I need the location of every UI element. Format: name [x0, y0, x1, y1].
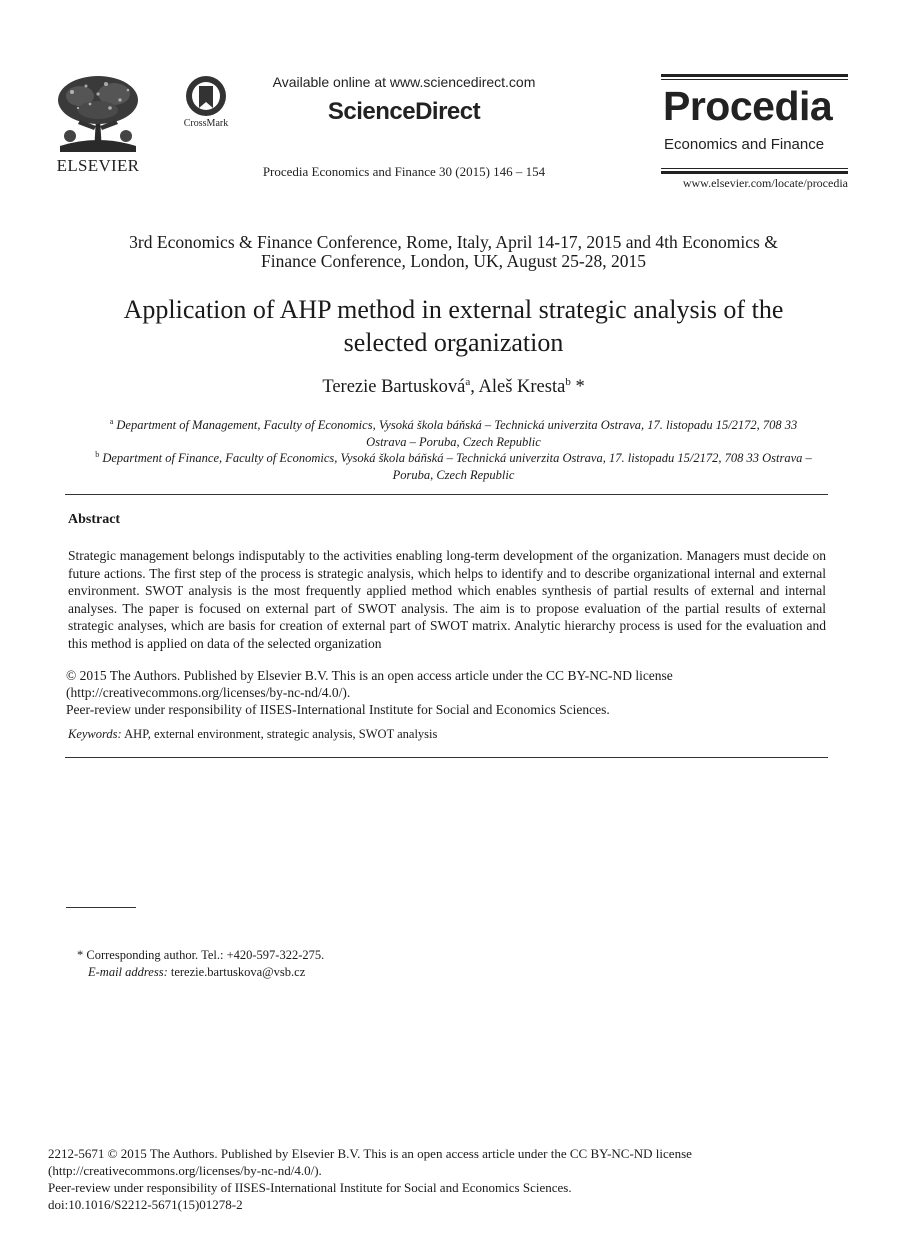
author-2-name: Aleš Kresta	[478, 377, 566, 398]
abstract-bottom-rule	[65, 757, 828, 758]
email-label: E-mail address:	[88, 965, 168, 979]
email-address[interactable]: terezie.bartuskova@vsb.cz	[167, 965, 306, 979]
peer-review-notice: Peer-review under responsibility of IISES-International Institute for Social and Economics Sciences.	[66, 702, 610, 717]
author-2-affiliation-mark: b	[565, 376, 571, 388]
journal-url: www.elsevier.com/locate/procedia	[682, 176, 848, 190]
sciencedirect-brand: ScienceDirect	[327, 98, 481, 125]
affiliation-a-line-1: Department of Management, Faculty of Economics, Vysoká škola báňská – Technická univerzita Ostrava, 17. listopadu 15/2172, 708 33	[116, 418, 798, 433]
brand-top-rule-thin	[661, 79, 848, 80]
keywords-value: AHP, external environment, strategic analysis, SWOT analysis	[121, 727, 438, 741]
author-list	[60, 376, 847, 398]
author-1-affiliation-mark: a	[465, 376, 471, 388]
brand-bottom-rule-thin	[661, 168, 848, 169]
email-note	[88, 965, 305, 980]
brand-bottom-rule	[661, 171, 848, 174]
corresponding-author-note: * Corresponding author. Tel.: +420-597-322-275.	[77, 948, 325, 962]
license-link[interactable]: (http://creativecommons.org/licenses/by-nc-nd/4.0/).	[66, 685, 351, 700]
abstract-heading: Abstract	[68, 512, 121, 527]
brand-top-rule	[661, 74, 848, 77]
corresponding-author-mark: *	[570, 377, 585, 398]
author-1-name: Terezie Bartusková	[322, 377, 466, 398]
footnote-rule	[66, 907, 136, 908]
affiliation-b	[66, 447, 841, 483]
journal-reference: Procedia Economics and Finance 30 (2015) 146 – 154	[262, 164, 546, 179]
available-online-text: Available online at www.sciencedirect.com	[272, 74, 536, 90]
affiliation-a-mark: a	[109, 417, 114, 426]
conference-line-2: Finance Conference, London, UK, August 25-28, 2015	[261, 251, 646, 271]
copyright-notice: © 2015 The Authors. Published by Elsevier B.V. This is an open access article under the CC BY-NC-ND license	[66, 668, 673, 683]
elsevier-tree-logo-icon	[50, 74, 146, 154]
paper-title	[60, 293, 847, 359]
doi[interactable]: doi:10.1016/S2212-5671(15)01278-2	[48, 1197, 243, 1212]
paper-title-line-1: Application of AHP method in external strategic analysis of the	[123, 295, 784, 324]
affiliation-b-line-1: Department of Finance, Faculty of Economics, Vysoká škola báňská – Technická univerzita Ostrava, 17. listopadu 15/2172, 708 33 Ostrava –	[102, 451, 812, 466]
abstract-body: Strategic management belongs indisputably to the activities enabling long-term development of the organization. Managers must decide on future actions. The first step of the process is strategic analysis, which helps to identify and to describe organizational internal and external environment. SWOT analysis is the most frequently applied method which enables synthesis of partial results of external and internal analyses. The paper is focused on external part of SWOT analysis. The aim is to propose evaluation of the partial results of external strategic analyses, which are basis for creation of external part of SWOT matrix. Analytic hierarchy process is used for the evaluation and this method is applied on data of the selected organization	[68, 548, 826, 651]
crossmark-label: CrossMark	[183, 118, 229, 129]
author-separator: ,	[470, 377, 479, 398]
journal-subtitle: Economics and Finance	[664, 136, 825, 153]
affiliation-b-line-2: Poruba, Czech Republic	[392, 467, 515, 482]
bottom-peer-review: Peer-review under responsibility of IISES-International Institute for Social and Economics Sciences.	[48, 1180, 572, 1195]
paper-title-line-2: selected organization	[343, 328, 564, 357]
journal-title: Procedia	[663, 83, 833, 129]
affiliation-a-line-2: Ostrava – Poruba, Czech Republic	[366, 434, 541, 449]
abstract-top-rule	[65, 494, 828, 495]
keywords-label: Keywords:	[68, 727, 122, 741]
journal-brand-box	[661, 74, 848, 194]
affiliation-b-mark: b	[95, 450, 100, 459]
conference-line-1: 3rd Economics & Finance Conference, Rome, Italy, April 14-17, 2015 and 4th Economics &	[129, 232, 778, 252]
publisher-name: ELSEVIER	[56, 156, 140, 175]
publisher-logo	[50, 74, 146, 178]
bottom-license-link[interactable]: (http://creativecommons.org/licenses/by-nc-nd/4.0/).	[48, 1163, 322, 1178]
conference-info	[60, 233, 847, 271]
keywords	[68, 727, 437, 742]
affiliation-a	[66, 414, 841, 450]
crossmark-icon	[183, 74, 229, 120]
crossmark-badge[interactable]	[176, 74, 236, 134]
issn-copyright-line: 2212-5671 © 2015 The Authors. Published by Elsevier B.V. This is an open access article under the CC BY-NC-ND license	[48, 1146, 692, 1161]
